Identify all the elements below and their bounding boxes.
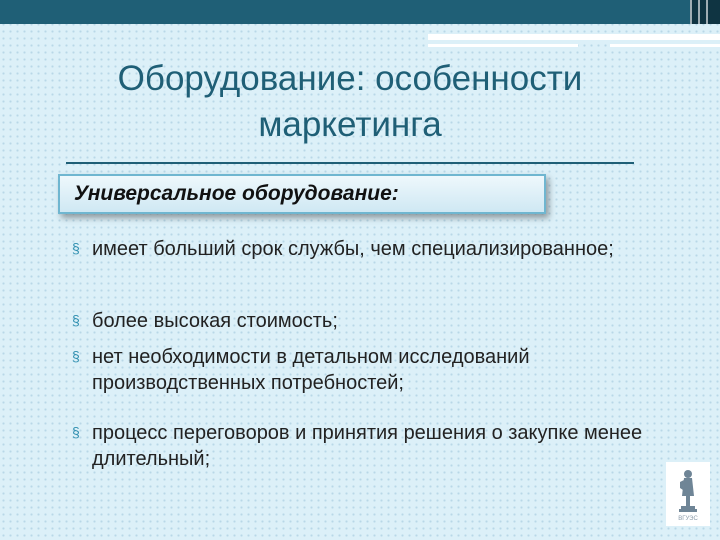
slide-title-line: Оборудование: особенности [117,59,583,98]
logo-caption: ВГУЭС [678,516,698,522]
list-item [70,420,712,472]
list-item [70,308,692,334]
bullet-text: нет необходимости в детальном исследований производственных потребностей; [92,346,530,394]
bullet-marker-icon: § [72,424,80,440]
top-bar-stripe [706,0,708,24]
list-item [70,344,692,396]
bullet-marker-icon: § [72,240,80,256]
list-item [70,236,692,262]
university-logo [666,462,710,526]
top-bar-corner [690,0,720,24]
slide-title-line: маркетинга [258,105,442,144]
bullet-marker-icon: § [72,348,80,364]
subheader-box [58,174,546,214]
top-bar [0,0,720,24]
top-bar-stripe [698,0,700,24]
top-bar-stripe [690,0,692,24]
subheader-text: Универсальное оборудование: [74,182,399,205]
accent-stripe [428,34,720,40]
bullet-text: имеет больший срок службы, чем специализированное; [92,238,614,260]
bullet-text: более высокая стоимость; [92,310,338,332]
bullet-text: процесс переговоров и принятия решения о закупке менее длительный; [92,422,643,470]
title-divider [66,162,634,164]
bullet-marker-icon: § [72,312,80,328]
accent-stripe [428,44,578,47]
slide-title [70,56,630,148]
accent-stripe [610,44,720,47]
